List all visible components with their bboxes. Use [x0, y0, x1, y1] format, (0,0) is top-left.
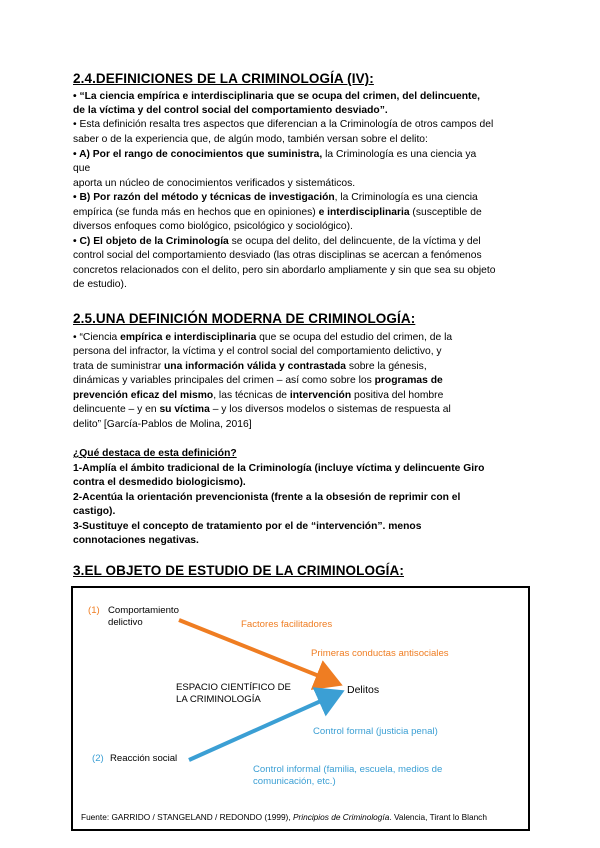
- text-span: delincuente – y en: [73, 404, 160, 415]
- point-c-line-2: control social del comportamiento desviado (las otras disciplinas se acercan a fenómenos: [73, 250, 482, 261]
- point-c-rest: se ocupa del delito, del delincuente, de la víctima y del: [228, 236, 481, 247]
- point-b-bold: • B) Por razón del método y técnicas de investigación: [73, 192, 335, 203]
- quote-line-1: • “La ciencia empírica e interdisciplinaria que se ocupa del crimen, del delincuente,: [73, 91, 481, 102]
- point-c-line-3: concretos relacionados con el delito, pero sin abordarlo ampliamente y sin que sea su objeto: [73, 265, 496, 276]
- espacio-label-2: LA CRIMINOLOGÍA: [176, 694, 261, 705]
- bold-span: empírica e interdisciplinaria: [120, 332, 257, 343]
- bold-span: una información válida y contrastada: [164, 361, 346, 372]
- text-span: • “Ciencia: [73, 332, 121, 343]
- reaccion-social-label: Reacción social: [110, 753, 178, 764]
- point-c-bold: • C) El objeto de la Criminología: [73, 236, 229, 247]
- highlight-line: 2-Acentúa la orientación prevencionista (frente a la obsesión de reprimir con el: [73, 492, 461, 503]
- point-b-rest: , la Criminología es una ciencia: [334, 192, 478, 203]
- definition-line-3: [73, 360, 427, 373]
- bold-span: prevención eficaz del mismo: [73, 390, 214, 401]
- definition-line-2: persona del infractor, la víctima y el control social del comportamiento delictivo, y: [73, 346, 442, 357]
- figure-source: [81, 812, 487, 822]
- text-span: sobre la génesis,: [345, 361, 427, 372]
- text-span: trata de suministrar: [73, 361, 164, 372]
- highlight-line: 3-Sustituye el concepto de tratamiento por el de “intervención”. menos: [73, 521, 422, 532]
- section-2-5-heading: 2.5.UNA DEFINICIÓN MODERNA DE CRIMINOLOGÍA:: [73, 311, 416, 326]
- criminology-diagram: [71, 586, 530, 831]
- point-a-line-2: que: [73, 163, 91, 174]
- section-2-4-heading: 2.4.DEFINICIONES DE LA CRIMINOLOGÍA (IV):: [73, 71, 374, 86]
- factores-label: Factores facilitadores: [241, 619, 333, 630]
- number-1-label: (1): [88, 605, 100, 616]
- text-span: empírica (se funda más en hechos que en opiniones): [73, 207, 319, 218]
- bold-span: intervención: [289, 390, 352, 401]
- italic-span: Principios de Criminología: [292, 812, 390, 822]
- text-span: (susceptible de: [409, 207, 482, 218]
- paragraph-line: • Esta definición resalta tres aspectos que diferencian a la Criminología de otros campos del: [73, 119, 494, 130]
- highlight-line: connotaciones negativas.: [73, 535, 199, 546]
- point-a-line-1: [73, 148, 476, 161]
- delitos-label: Delitos: [347, 684, 380, 696]
- point-b-line-3: diversos enfoques como biológico, psicológico y sociológico).: [73, 221, 353, 232]
- bold-span: programas de: [374, 375, 443, 386]
- text-span: que se ocupa del estudio del crimen, de la: [256, 332, 453, 343]
- point-a-bold: • A) Por el rango de conocimientos que suministra,: [73, 149, 323, 160]
- bold-span: su víctima: [159, 404, 210, 415]
- definition-line-1: [73, 331, 452, 344]
- comportamiento-label: Comportamiento: [108, 605, 179, 616]
- quote-line-2: de la víctima y del control social del comportamiento desviado”.: [73, 105, 388, 116]
- point-c-line-1: [73, 235, 481, 248]
- text-span: . Valencia, Tirant lo Blanch: [389, 812, 487, 822]
- question-heading: ¿Qué destaca de esta definición?: [73, 448, 237, 459]
- control-informal-label-1: Control informal (familia, escuela, medios de: [253, 764, 443, 775]
- delictivo-label: delictivo: [108, 617, 143, 628]
- number-2-label: (2): [92, 753, 104, 764]
- text-span: Fuente: GARRIDO / STANGELAND / REDONDO (1999),: [81, 812, 293, 822]
- text-span: dinámicas y variables principales del crimen – así como sobre los: [73, 375, 375, 386]
- text-span: positiva del hombre: [351, 390, 444, 401]
- definition-line-7: delito” [García-Pablos de Molina, 2016]: [73, 419, 252, 430]
- point-b-line-2: [73, 206, 482, 219]
- definition-line-5: [73, 389, 443, 402]
- paragraph-line: saber o de la experiencia que, de algún modo, también versan sobre el delito:: [73, 134, 428, 145]
- primeras-conductas-label: Primeras conductas antisociales: [311, 648, 449, 659]
- definition-line-4: [73, 374, 443, 387]
- espacio-label-1: ESPACIO CIENTÍFICO DE: [176, 682, 291, 693]
- highlight-line: castigo).: [73, 506, 116, 517]
- point-a-rest: la Criminología es una ciencia ya: [322, 149, 477, 160]
- text-span: , las técnicas de: [213, 390, 290, 401]
- point-b-line-1: [73, 191, 478, 204]
- bold-span: e interdisciplinaria: [318, 207, 410, 218]
- text-span: – y los diversos modelos o sistemas de respuesta al: [209, 404, 451, 415]
- highlight-line: contra el desmedido biologicismo).: [73, 477, 246, 488]
- control-informal-label-2: comunicación, etc.): [253, 776, 336, 787]
- definition-line-6: [73, 403, 451, 416]
- highlight-line: 1-Amplía el ámbito tradicional de la Criminología (incluye víctima y delincuente Giro: [73, 463, 485, 474]
- point-a-line-3: aporta un núcleo de conocimientos verificados y sistemáticos.: [73, 178, 356, 189]
- control-formal-label: Control formal (justicia penal): [313, 726, 438, 737]
- section-3-heading: 3.EL OBJETO DE ESTUDIO DE LA CRIMINOLOGÍA:: [73, 563, 404, 578]
- point-c-line-4: de estudio).: [73, 279, 127, 290]
